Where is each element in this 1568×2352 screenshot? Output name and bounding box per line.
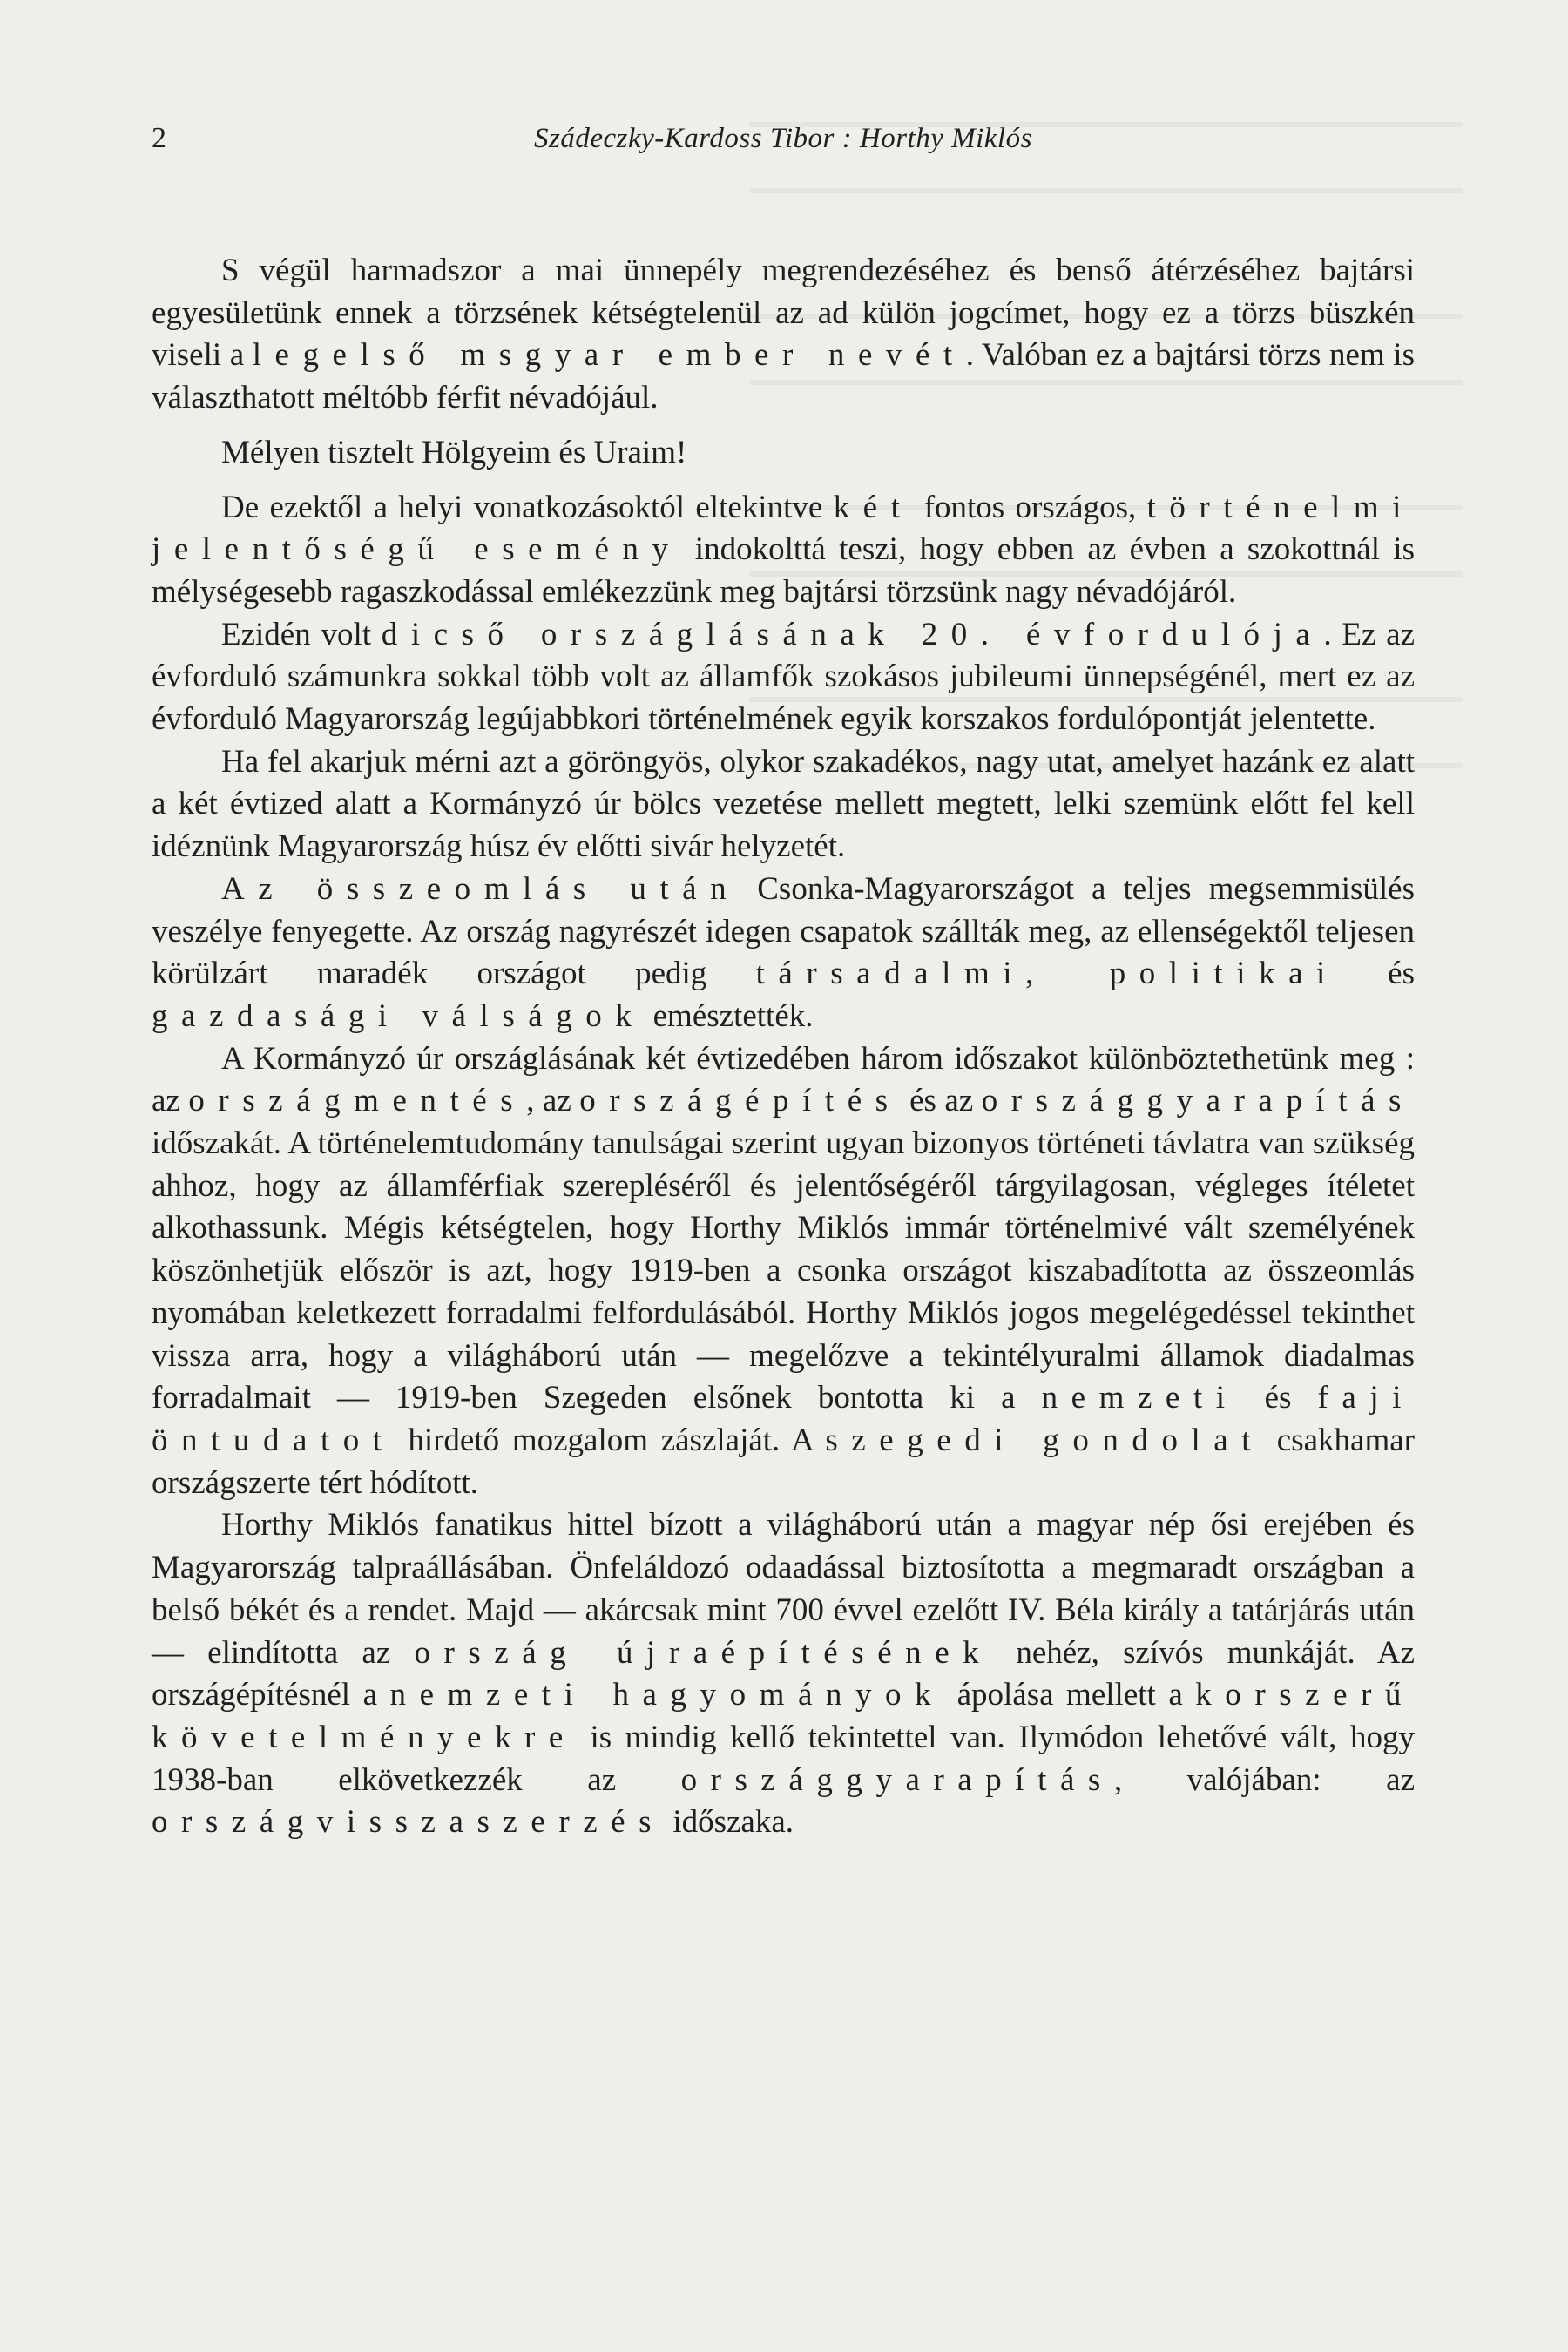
spaced-emphasis: dicső országlásának 20. évfordulója — [381, 616, 1324, 652]
text-run: is mindig kellő tekintettel van. Ilymódon lehetővé vált, hogy 1938-ban elkövetkezzék az — [152, 1719, 1415, 1798]
spaced-emphasis: történelmi jelentőségű esemény — [152, 489, 1415, 568]
paragraph — [152, 868, 1415, 1038]
paragraph — [152, 432, 1415, 475]
text-run: Horthy Miklós fanatikus hittel bízott a világháború után a magyar nép ősi erejében és Magyarország talpraállásában. Önfeláldozó odaadással biztosította a megmaradt országban a belső békét és a rendet. Majd — akárcsak mint 700 évvel ezelőtt IV. Béla király a tatárjárás után — elindította az — [152, 1507, 1415, 1671]
text-run: indokolttá teszi, hogy ebben az évben a szokottnál is mélységesebb ragaszkodással emlékezzünk meg bajtársi törzsünk nagy névadójáról. — [152, 531, 1415, 610]
text-run: , az — [526, 1083, 580, 1119]
paragraph — [152, 1038, 1415, 1505]
text-run: hirdető mozgalom zászlaját. A — [395, 1422, 826, 1458]
text-run: A Kormányzó úr országlásának két évtizedében három időszakot különböztethetünk meg : az — [152, 1040, 1415, 1119]
paragraph — [152, 487, 1415, 614]
spaced-emphasis: országgyarapítás — [981, 1083, 1415, 1119]
text-run: emésztették. — [645, 997, 814, 1034]
spaced-emphasis: országépítés — [579, 1083, 902, 1119]
text-run: Mélyen tisztelt Hölgyeim és Uraim! — [221, 434, 687, 470]
spaced-emphasis: országmentés — [188, 1083, 527, 1119]
text-run: és — [1338, 956, 1415, 992]
page-number: 2 — [152, 122, 166, 154]
text-run: S végül harmadszor a mai ünnepély megrendezéséhez és benső átérzéséhez bajtársi egyesületünk ennek a törzsének kétségtelenül az ad külön jogcímet, hogy ez a törzs büszkén viseli a — [152, 253, 1415, 374]
paragraph — [152, 1504, 1415, 1844]
paragraph — [152, 614, 1415, 741]
spaced-emphasis: legelső msgyar ember nevét — [252, 337, 966, 374]
spaced-emphasis: nemzeti hagyományok — [389, 1677, 945, 1713]
text-run: De ezektől a helyi vonatkozásoktól eltekintve — [221, 489, 834, 525]
text-run: Csonka-Magyarországot a teljes megsemmisülés veszélye fenyegette. Az ország nagyrészét idegen csapatok szállták meg, az ellenségektől teljesen körülzárt maradék országot pedig — [152, 870, 1415, 992]
text-run: Ezidén volt — [221, 616, 382, 652]
spaced-emphasis: országgyarapítás — [680, 1761, 1114, 1798]
paragraph — [152, 250, 1415, 420]
text-run: nehéz, szívós munkáját. Az országépítésnél a — [152, 1634, 1415, 1713]
spaced-emphasis: országvisszaszerzés — [152, 1804, 666, 1841]
spaced-emphasis: Az összeomlás után — [221, 870, 740, 907]
text-run: és az — [901, 1083, 982, 1119]
text-run: ápolása mellett a — [944, 1677, 1196, 1713]
spaced-emphasis: társadalmi, politikai — [755, 956, 1339, 992]
text-run: időszakát. A történelemtudomány tanulságai szerint ugyan bizonyos történeti távlatra van szükség ahhoz, hogy az államférfiak szerepléséről és jelentőségéről tárgyilagosan, végleges ítéletet alkothassunk. Mégis kétségtelen, hogy Horthy Miklós immár történelmivé vált személyének köszönhetjük először is azt, hogy 1919-ben a csonka országot kiszabadította az összeomlás nyomában keletkezett forradalmi felfordulásából. Horthy Miklós jogos megelégedéssel tekinthet vissza arra, hogy a világháború után — megelőzve a tekintélyuralmi államok diadalmas forradalmait — 1919-ben Szegeden elsőnek bontotta ki a — [152, 1125, 1415, 1416]
spaced-emphasis: nemzeti — [1041, 1380, 1239, 1416]
text-run: Ha fel akarjuk mérni azt a göröngyös, olykor szakadékos, nagy utat, amelyet hazánk ez alatt a két évtized alatt a Kormányzó úr bölcs vezetése mellett megtett, lelki szemünk előtt fel kell idéznünk Magyarország húsz év előtti sivár helyzetét. — [152, 743, 1415, 865]
spaced-emphasis: szegedi gondolat — [825, 1422, 1265, 1458]
spaced-emphasis: ország újraépítésének — [414, 1634, 993, 1671]
text-run: . Ez az évforduló számunkra sokkal több volt az államfők szokásos jubileumi ünnepségénél, mert ez az évforduló Magyarország legújabbkori történelmének egyik korszakos fordulópontját jelentette. — [152, 616, 1415, 738]
text-run: . Valóban ez a bajtársi törzs nem is választhatott méltóbb férfit névadójául. — [152, 337, 1415, 416]
spaced-emphasis: gazdasági válságok — [152, 997, 645, 1034]
text-run: fontos országos, — [913, 489, 1147, 525]
body-text — [152, 250, 1415, 1844]
text-run: időszaka. — [665, 1804, 794, 1841]
spaced-emphasis: két — [833, 489, 914, 525]
text-run: , valójában: az — [1113, 1761, 1415, 1798]
text-run: és — [1238, 1380, 1318, 1416]
running-title: Szádeczky-Kardoss Tibor : Horthy Miklós — [534, 123, 1032, 154]
page-header — [152, 118, 1415, 162]
paragraph — [152, 741, 1415, 868]
spaced-emphasis: korszerű követelményekre — [152, 1677, 1415, 1755]
text-run: csakhamar országszerte tért hódított. — [152, 1422, 1415, 1501]
spaced-emphasis: faji öntudatot — [152, 1380, 1415, 1458]
